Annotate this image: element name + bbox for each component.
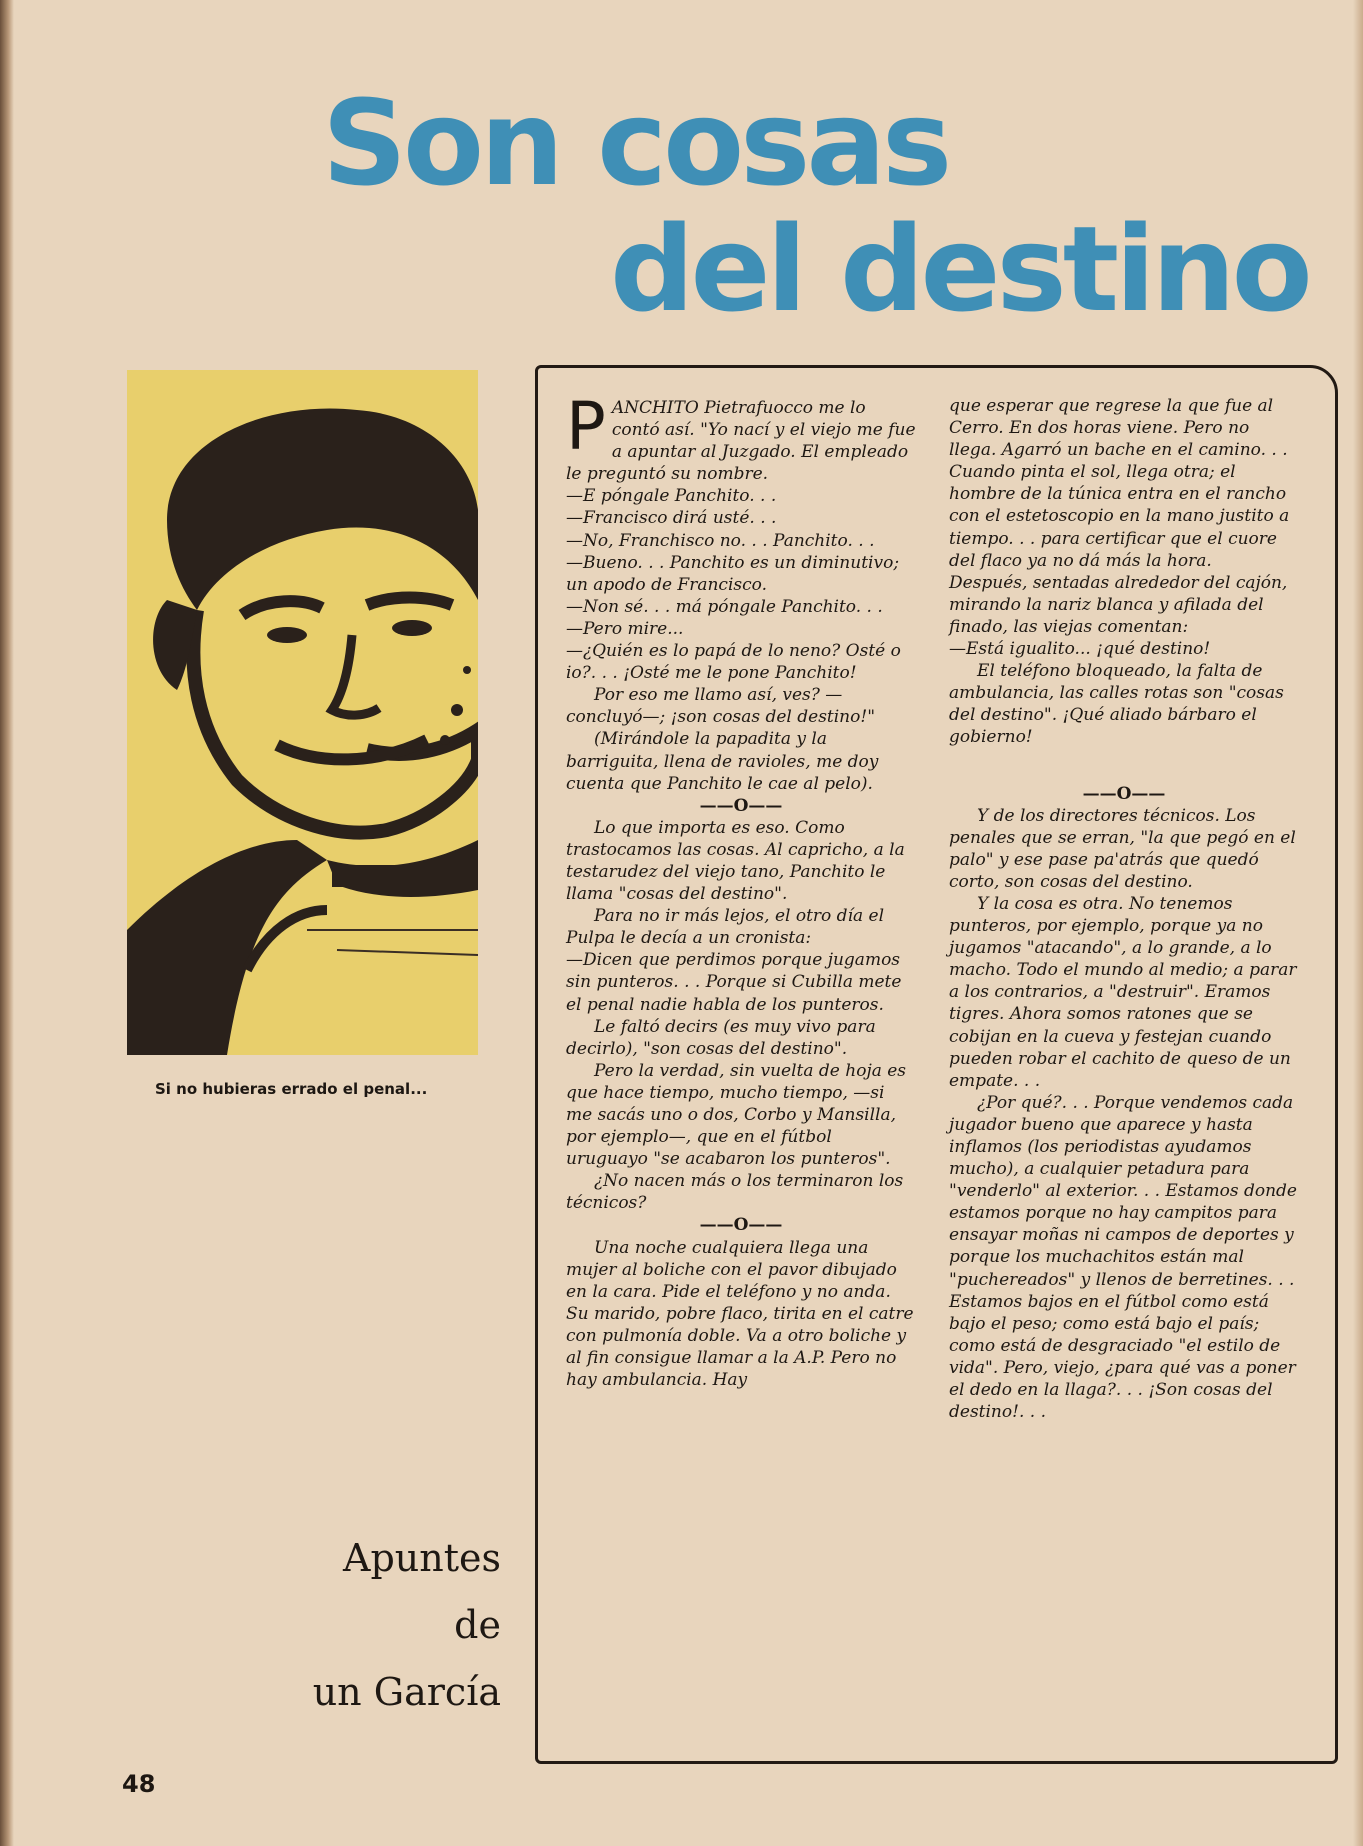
paragraph: Una noche cualquiera llega una mujer al boliche con el pavor dibujado en la cara. Pide el teléfono y no anda. Su marido, pobre flaco, tirita en el catre con pulmonía doble. Va a otro boliche y al fin consigue llamar a la A.P. Pero no hay ambulancia. Hay: [566, 1237, 914, 1391]
byline-line-1: Apuntes: [343, 1536, 501, 1580]
paragraph: Y de los directores técnicos. Los penales que se erran, "la que pegó en el palo" y ese pase pa'atrás que quedó corto, son cosas del destino.: [949, 805, 1296, 892]
dialogue-line: —Está igualito... ¡qué destino!: [949, 639, 1211, 660]
paragraph: Le faltó decirs (es muy vivo para decirlo), "son cosas del destino".: [566, 1016, 876, 1059]
dialogue-line: —E póngale Panchito. . .: [566, 486, 777, 507]
headline-line-1: Son cosas: [322, 74, 949, 212]
section-divider: ——O——: [699, 795, 783, 816]
paragraph: ANCHITO Pietrafuocco me lo contó así. "Yo nací y el viejo me fue a apuntar al Juzgado. El empleado le preguntó su nombre.: [566, 398, 916, 485]
byline-line-3: un García: [312, 1670, 501, 1714]
section-divider: ——O——: [1082, 783, 1166, 804]
drop-cap: P: [566, 388, 606, 465]
paragraph: ¿Por qué?. . . Porque vendemos cada jugador bueno que aparece y hasta inflamos (los periodistas ayudamos mucho), a cualquier petadura para "venderlo" al exterior. . . Estamos donde estamos porque no hay campitos para ensayar moñas ni campos de deportes y porque los muchachitos están mal "puchereados" y llenos de berretines. . . Estamos bajos en el fútbol como está bajo el peso; como está bajo el país; como está de desgraciado "el estilo de vida". Pero, viejo, ¿para qué vas a poner el dedo en la llaga?. . . ¡Son cosas del destino!. . .: [949, 1092, 1297, 1423]
paragraph: Después, sentadas alrededor del cajón, mirando la nariz blanca y afilada del finado, las viejas comentan:: [949, 572, 1288, 637]
section-divider: ——O——: [699, 1215, 783, 1236]
dialogue-line: —Francisco dirá usté. . .: [566, 508, 777, 529]
dialogue-line: —¿Quién es lo papá de lo neno? Osté o io?. . . ¡Osté me le pone Panchito!: [566, 641, 901, 684]
byline-line-2: de: [454, 1603, 501, 1647]
paragraph: Y la cosa es otra. No tenemos punteros, por ejemplo, porque ya no jugamos "atacando", a lo grande, a lo macho. Todo el mundo al medio; a parar a los contrarios, a "destruir". Eramos tigres. Ahora somos ratones que se cobijan en la cueva y festejan cuando pueden robar el cachito de queso de un empate. . .: [949, 893, 1297, 1091]
paragraph: Por eso me llamo así, ves? —concluyó—; ¡son cosas del destino!": [566, 685, 876, 728]
article-column-2: [949, 395, 1299, 1423]
paragraph: Pero la verdad, sin vuelta de hoja es que hace tiempo, mucho tiempo, —si me sacás uno o dos, Corbo y Mansilla, por ejemplo—, que en el fútbol uruguayo "se acabaron los punteros".: [566, 1060, 907, 1170]
paragraph: que esperar que regrese la que fue al Cerro. En dos horas viene. Pero no llega. Agarró un bache en el camino. . . Cuando pinta el sol, llega otra; el hombre de la túnica entra en el rancho con el estetoscopio en la mano justito a tiempo. . . para certificar que el cuore del flaco ya no dá más la hora.: [949, 396, 1290, 571]
dialogue-line: —Bueno. . . Panchito es un diminutivo; un apodo de Francisco.: [566, 552, 900, 595]
dialogue-line: —Dicen que perdimos porque jugamos sin punteros. . . Porque si Cubilla mete el penal nadie habla de los punteros.: [566, 950, 902, 1015]
dialogue-line: —Pero mire...: [566, 618, 684, 639]
player-photo: [127, 370, 478, 1055]
page-number: 48: [122, 1770, 156, 1798]
paragraph: El teléfono bloqueado, la falta de ambulancia, las calles rotas son "cosas del destino". ¡Qué aliado bárbaro el gobierno!: [949, 661, 1284, 748]
page-right-edge: [1353, 0, 1363, 1846]
paragraph: ¿No nacen más o los terminaron los técnicos?: [566, 1171, 904, 1214]
dialogue-line: —Non sé. . . má póngale Panchito. . .: [566, 596, 883, 617]
dialogue-line: —No, Franchisco no. . . Panchito. . .: [566, 530, 875, 551]
paragraph: Para no ir más lejos, el otro día el Pulpa le decía a un cronista:: [566, 906, 885, 949]
player-portrait-image: [127, 370, 478, 1055]
paragraph: Lo que importa es eso. Como trastocamos las cosas. Al capricho, a la testarudez del viejo tano, Panchito le llama "cosas del destino".: [566, 817, 905, 905]
page-binding-edge: [0, 0, 14, 1846]
paragraph: (Mirándole la papadita y la barriguita, llena de ravioles, me doy cuenta que Panchito le cae al pelo).: [566, 729, 879, 794]
article-column-1: [566, 388, 916, 1391]
headline-line-2: del destino: [610, 200, 1309, 338]
photo-caption: Si no hubieras errado el penal...: [155, 1080, 428, 1098]
